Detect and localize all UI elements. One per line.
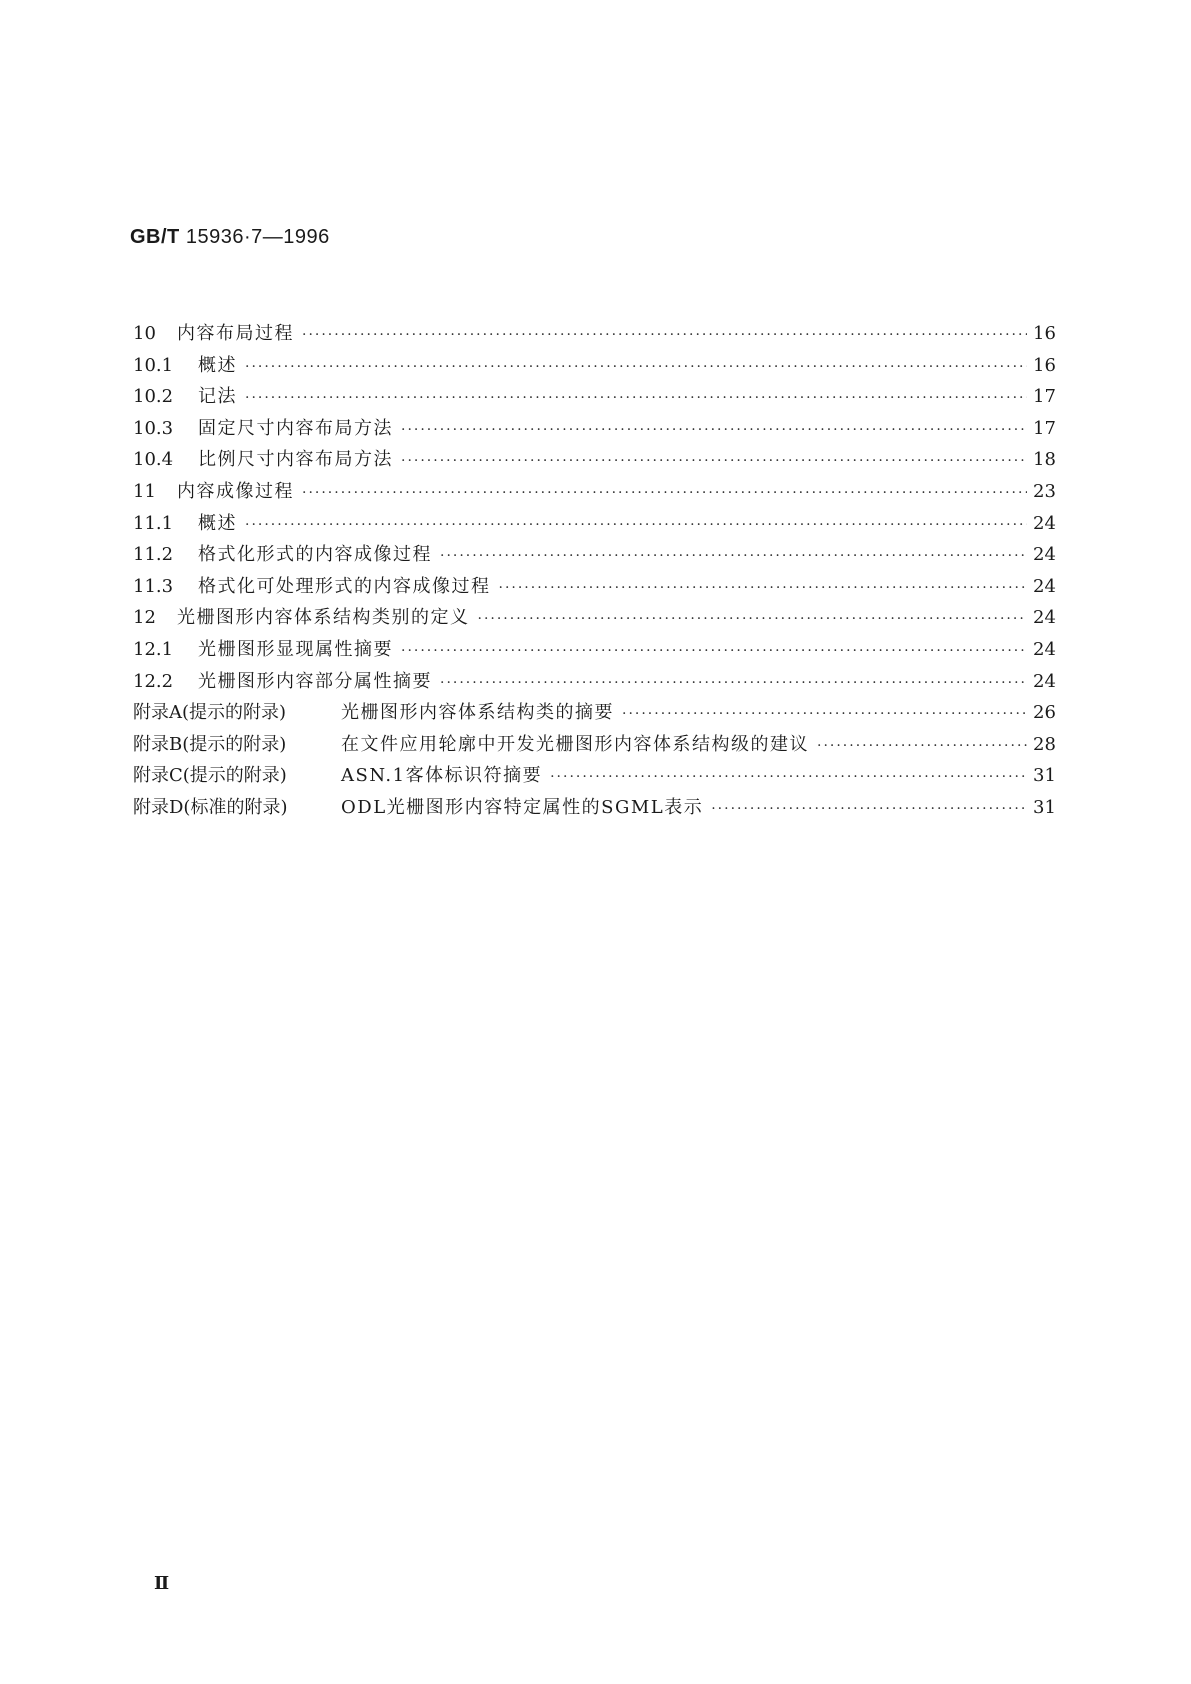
toc-entry-title: 内容成像过程 xyxy=(177,480,294,502)
page-number: Ⅱ xyxy=(154,1573,170,1594)
toc-entry-title: 记法 xyxy=(198,386,237,408)
toc-entry xyxy=(133,319,1055,351)
toc-entry-title: ASN.1客体标识符摘要 xyxy=(341,765,543,787)
toc-leader-dots xyxy=(245,359,1027,375)
toc-leader-dots xyxy=(440,548,1027,564)
toc-entry-page: 24 xyxy=(1033,575,1056,597)
toc-entry xyxy=(133,414,1055,446)
toc-entry xyxy=(133,382,1055,414)
toc-entry-page: 17 xyxy=(1033,386,1056,408)
toc-leader-dots xyxy=(478,611,1028,627)
toc-entry-number: 12.2 xyxy=(133,670,174,692)
toc-entry-title: 固定尺寸内容布局方法 xyxy=(198,417,393,439)
toc-entry xyxy=(133,761,1055,793)
toc-entry-page: 31 xyxy=(1033,765,1056,787)
toc-entry-title: 概述 xyxy=(198,354,237,376)
toc-entry-title: 格式化形式的内容成像过程 xyxy=(198,544,432,566)
toc-entry-number: 10.4 xyxy=(133,449,174,471)
toc-entry-number: 11.3 xyxy=(133,575,174,597)
toc-entry-title: 光栅图形内容体系结构类的摘要 xyxy=(341,702,614,724)
toc-entry xyxy=(133,445,1055,477)
toc-entry-number: 附录D(标准的附录) xyxy=(133,796,288,818)
toc-leader-dots xyxy=(245,517,1027,533)
toc-entry-title: 比例尺寸内容布局方法 xyxy=(198,449,393,471)
toc-entry-number: 附录A(提示的附录) xyxy=(133,702,287,724)
toc-entry-number: 10 xyxy=(133,323,156,344)
standard-prefix: GB/T xyxy=(130,226,180,248)
toc-entry-number: 附录B(提示的附录) xyxy=(133,733,287,755)
toc-entry-page: 16 xyxy=(1033,354,1056,376)
toc-entry-page: 24 xyxy=(1033,670,1056,692)
toc-entry-number: 11.2 xyxy=(133,544,174,566)
toc-entry xyxy=(133,793,1055,825)
toc-entry xyxy=(133,509,1055,541)
toc-leader-dots xyxy=(401,422,1027,438)
toc-entry-page: 28 xyxy=(1033,733,1056,755)
toc-entry xyxy=(133,698,1055,730)
toc-leader-dots xyxy=(302,327,1027,343)
toc-entry-number: 12 xyxy=(133,607,156,629)
toc-entry-number: 11.1 xyxy=(133,512,174,534)
toc-entry-number: 10.2 xyxy=(133,386,174,408)
toc-leader-dots xyxy=(711,801,1027,817)
toc-entry-page: 17 xyxy=(1033,417,1056,439)
toc-entry-page: 24 xyxy=(1033,638,1056,660)
toc-entry xyxy=(133,572,1055,604)
toc-entry-page: 16 xyxy=(1033,323,1056,344)
toc-leader-dots xyxy=(440,675,1027,691)
toc-entry-title: 格式化可处理形式的内容成像过程 xyxy=(198,575,491,597)
toc-leader-dots xyxy=(245,390,1027,406)
toc-entry-title: 光栅图形内容体系结构类别的定义 xyxy=(177,607,470,629)
toc-entry-page: 23 xyxy=(1033,480,1056,502)
toc-entry-page: 18 xyxy=(1033,449,1056,471)
toc-entry xyxy=(133,351,1055,383)
toc-leader-dots xyxy=(401,453,1027,469)
toc-entry-title: ODL光栅图形内容特定属性的SGML表示 xyxy=(341,796,704,818)
toc-entry xyxy=(133,635,1055,667)
toc-leader-dots xyxy=(550,769,1027,785)
toc-leader-dots xyxy=(622,706,1027,722)
toc-entry-page: 26 xyxy=(1033,702,1056,724)
document-code xyxy=(130,226,330,249)
toc-entry-page: 24 xyxy=(1033,512,1056,534)
toc-entry xyxy=(133,667,1055,699)
toc-entry-page: 24 xyxy=(1033,544,1056,566)
toc-entry xyxy=(133,730,1055,762)
standard-number: 15936·7—1996 xyxy=(185,226,330,248)
toc-entry-title: 光栅图形内容部分属性摘要 xyxy=(198,670,432,692)
toc-entry-number: 12.1 xyxy=(133,638,174,660)
toc-leader-dots xyxy=(302,485,1027,501)
toc-leader-dots xyxy=(817,738,1027,754)
toc-entry xyxy=(133,477,1055,509)
toc-entry-title: 光栅图形显现属性摘要 xyxy=(198,638,393,660)
toc-entry-page: 31 xyxy=(1033,796,1056,818)
toc-leader-dots xyxy=(499,580,1028,596)
toc-entry-title: 在文件应用轮廓中开发光栅图形内容体系结构级的建议 xyxy=(341,733,809,755)
toc-leader-dots xyxy=(401,643,1027,659)
table-of-contents xyxy=(133,319,1055,825)
toc-entry-number: 附录C(提示的附录) xyxy=(133,765,287,787)
toc-entry-title: 内容布局过程 xyxy=(177,323,294,344)
toc-entry-number: 10.1 xyxy=(133,354,174,376)
toc-entry-number: 11 xyxy=(133,480,156,502)
toc-entry xyxy=(133,540,1055,572)
toc-entry-number: 10.3 xyxy=(133,417,174,439)
toc-entry-title: 概述 xyxy=(198,512,237,534)
toc-entry xyxy=(133,603,1055,635)
toc-entry-page: 24 xyxy=(1033,607,1056,629)
